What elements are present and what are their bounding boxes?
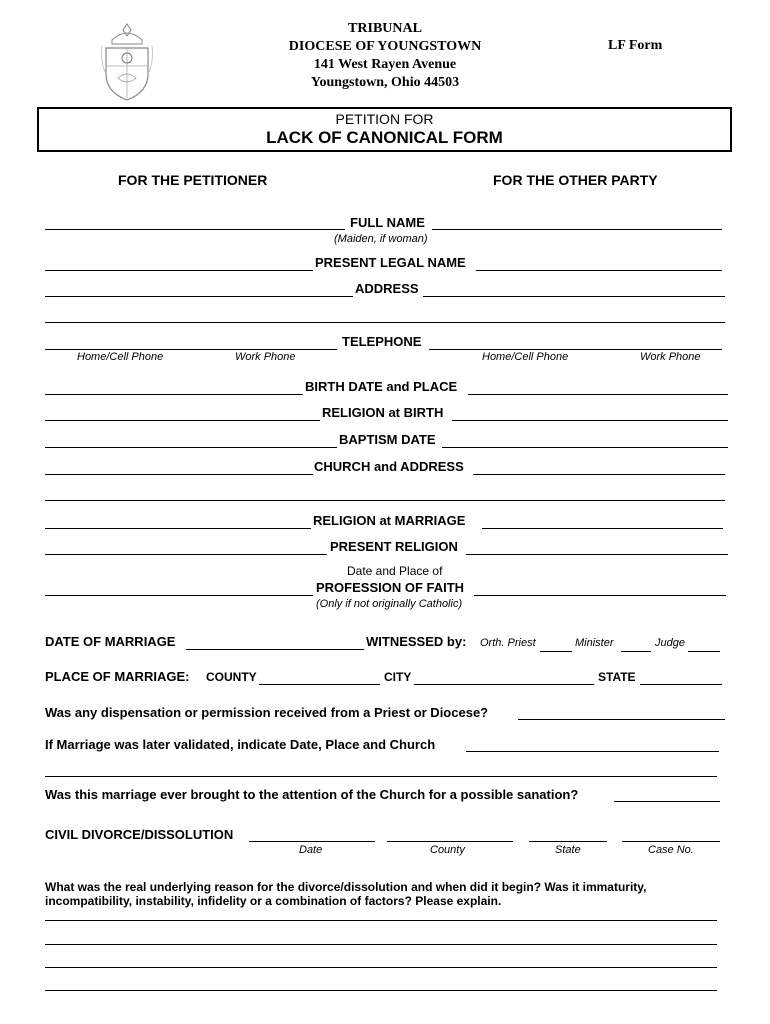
validated-answer-line-2[interactable]: [45, 762, 717, 777]
divorce-case-no-field[interactable]: [622, 827, 720, 842]
reason-question-line-2: incompatibility, instability, infidelity or a combination of factors? Please explain.: [45, 894, 502, 908]
present-religion-label: PRESENT RELIGION: [330, 539, 458, 554]
maiden-note: (Maiden, if woman): [334, 233, 428, 245]
tribunal-header: [260, 20, 510, 92]
petitioner-religion-birth-field[interactable]: [45, 406, 320, 421]
baptism-date-label: BAPTISM DATE: [339, 432, 436, 447]
divorce-state-label: State: [555, 844, 581, 856]
sanation-question: Was this marriage ever brought to the attention of the Church for a possible sanation?: [45, 787, 579, 802]
petitioner-full-name-field[interactable]: [45, 215, 345, 230]
form-code: LF Form: [608, 38, 663, 53]
church-address-label: CHURCH and ADDRESS: [314, 459, 464, 474]
title-large: LACK OF CANONICAL FORM: [266, 128, 503, 147]
marriage-city-field[interactable]: [414, 670, 594, 685]
minister-label: Minister: [575, 637, 614, 649]
diocese-seal-logo: [98, 22, 156, 102]
witnessed-by-label: WITNESSED by:: [366, 634, 467, 649]
petitioner-home-phone-label: Home/Cell Phone: [77, 351, 164, 363]
petitioner-present-religion-field[interactable]: [45, 540, 327, 555]
address-label: ADDRESS: [355, 281, 419, 296]
column-other-party: FOR THE OTHER PARTY: [493, 172, 658, 188]
orth-priest-label: Orth. Priest: [480, 637, 536, 649]
sanation-answer-field[interactable]: [614, 787, 720, 802]
marriage-state-field[interactable]: [640, 670, 722, 685]
other-party-religion-birth-field[interactable]: [452, 406, 728, 421]
profession-of-faith-label: PROFESSION OF FAITH: [316, 580, 465, 595]
validated-question: If Marriage was later validated, indicate Date, Place and Church: [45, 737, 436, 752]
other-party-legal-name-field[interactable]: [476, 256, 722, 271]
divorce-date-field[interactable]: [249, 827, 375, 842]
validated-answer-field[interactable]: [466, 737, 719, 752]
dispensation-question: Was any dispensation or permission received from a Priest or Diocese?: [45, 705, 489, 720]
petitioner-church-field[interactable]: [45, 460, 313, 475]
city-label: CITY: [384, 670, 412, 684]
header-line-2: DIOCESE OF YOUNGSTOWN: [288, 39, 482, 54]
other-party-religion-marriage-field[interactable]: [482, 514, 723, 529]
other-party-full-name-field[interactable]: [432, 215, 722, 230]
reason-question-line-1: What was the real underlying reason for the divorce/dissolution and when did it begin? Was it immaturity,: [45, 880, 647, 894]
date-of-marriage-field[interactable]: [186, 635, 364, 650]
divorce-state-field[interactable]: [529, 827, 607, 842]
other-party-address-field[interactable]: [423, 282, 725, 297]
place-of-marriage-label: PLACE OF MARRIAGE:: [45, 669, 190, 684]
judge-label: Judge: [655, 637, 685, 649]
religion-at-marriage-label: RELIGION at MARRIAGE: [313, 513, 466, 528]
header-line-4: Youngstown, Ohio 44503: [310, 75, 460, 90]
state-label: STATE: [598, 670, 636, 684]
other-party-present-religion-field[interactable]: [466, 540, 728, 555]
judge-field[interactable]: [688, 637, 720, 652]
reason-answer-line-4[interactable]: [45, 976, 717, 991]
petitioner-profession-field[interactable]: [45, 581, 313, 596]
petitioner-telephone-field[interactable]: [45, 335, 337, 350]
reason-answer-line-3[interactable]: [45, 953, 717, 968]
header-line-1: TRIBUNAL: [348, 21, 422, 36]
orth-priest-field[interactable]: [540, 637, 572, 652]
minister-field[interactable]: [621, 637, 651, 652]
other-party-birth-field[interactable]: [468, 380, 728, 395]
telephone-label: TELEPHONE: [342, 334, 422, 349]
divorce-case-no-label: Case No.: [648, 844, 694, 856]
dispensation-answer-field[interactable]: [518, 705, 725, 720]
address-line-2-field[interactable]: [45, 308, 725, 323]
birth-date-place-label: BIRTH DATE and PLACE: [305, 379, 458, 394]
other-home-phone-label: Home/Cell Phone: [482, 351, 569, 363]
reason-answer-line-1[interactable]: [45, 906, 717, 921]
civil-divorce-label: CIVIL DIVORCE/DISSOLUTION: [45, 827, 234, 842]
church-address-line-2-field[interactable]: [45, 486, 725, 501]
petitioner-legal-name-field[interactable]: [45, 256, 313, 271]
county-label: COUNTY: [206, 670, 257, 684]
petitioner-work-phone-label: Work Phone: [235, 351, 296, 363]
header-line-3: 141 West Rayen Avenue: [313, 57, 457, 72]
reason-answer-line-2[interactable]: [45, 930, 717, 945]
other-party-telephone-field[interactable]: [429, 335, 722, 350]
full-name-label: FULL NAME: [350, 215, 425, 230]
divorce-county-field[interactable]: [387, 827, 513, 842]
religion-at-birth-label: RELIGION at BIRTH: [322, 405, 444, 420]
column-petitioner: FOR THE PETITIONER: [118, 172, 268, 188]
petitioner-address-field[interactable]: [45, 282, 353, 297]
date-of-marriage-label: DATE OF MARRIAGE: [45, 634, 176, 649]
petitioner-birth-field[interactable]: [45, 380, 303, 395]
title-small: PETITION FOR: [335, 111, 434, 127]
marriage-county-field[interactable]: [259, 670, 380, 685]
only-if-not-catholic-note: (Only if not originally Catholic): [316, 598, 463, 610]
date-place-of-label: Date and Place of: [347, 564, 443, 578]
present-legal-name-label: PRESENT LEGAL NAME: [315, 255, 466, 270]
other-party-baptism-field[interactable]: [442, 433, 728, 448]
divorce-date-label: Date: [299, 844, 323, 856]
other-party-profession-field[interactable]: [474, 581, 726, 596]
petitioner-religion-marriage-field[interactable]: [45, 514, 311, 529]
petitioner-baptism-field[interactable]: [45, 433, 337, 448]
other-party-church-field[interactable]: [473, 460, 725, 475]
other-work-phone-label: Work Phone: [640, 351, 701, 363]
divorce-county-label: County: [430, 844, 465, 856]
